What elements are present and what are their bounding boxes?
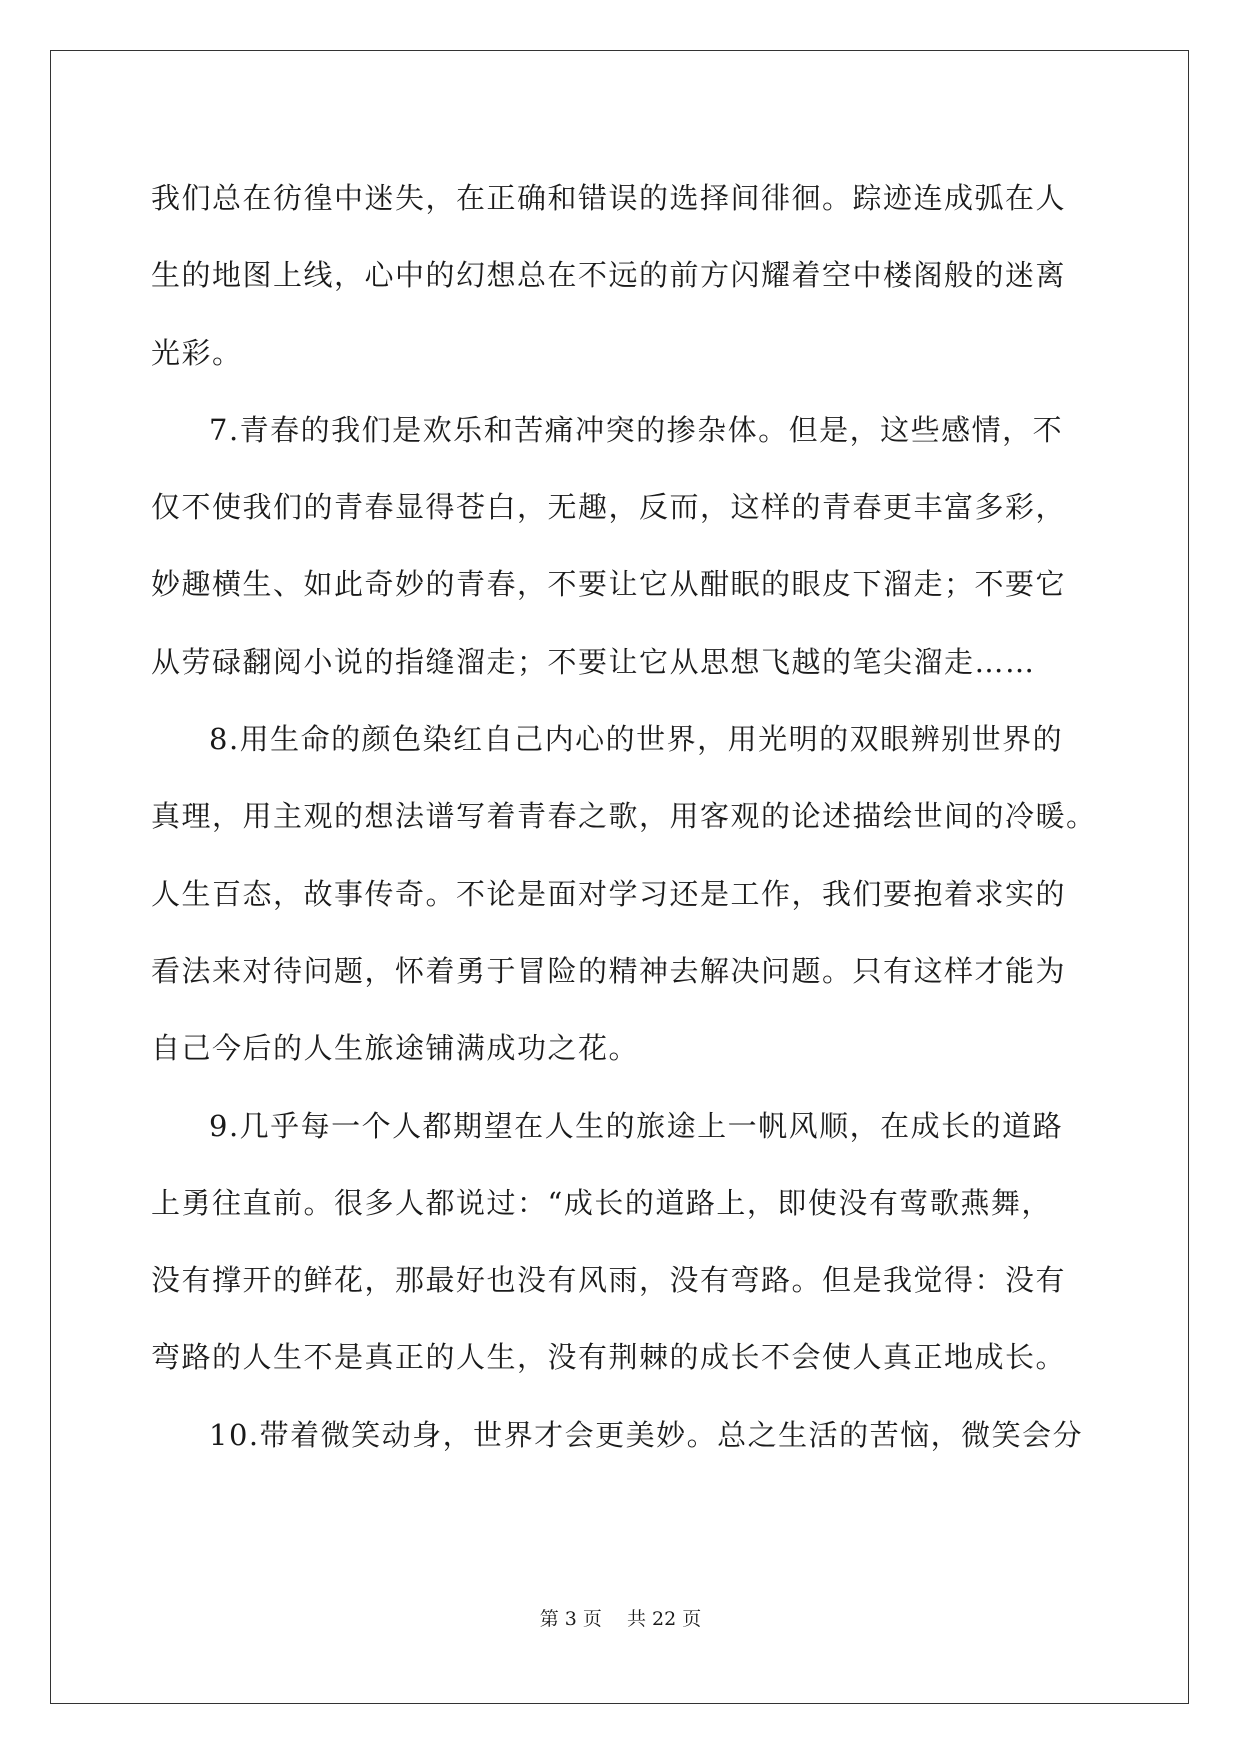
text-line: 妙趣横生、如此奇妙的青春，不要让它从酣眠的眼皮下溜走；不要它 xyxy=(151,567,1067,602)
paragraph-start-9: 9.几乎每一个人都期望在人生的旅途上一帆风顺，在成长的道路 xyxy=(209,1108,1064,1143)
text-line: 没有撑开的鲜花，那最好也没有风雨，没有弯路。但是我觉得：没有 xyxy=(151,1263,1067,1298)
paragraph-start-10: 10.带着微笑动身，世界才会更美妙。总之生活的苦恼，微笑会分 xyxy=(209,1417,1084,1452)
document-body xyxy=(151,160,1097,1474)
paragraph-start-8: 8.用生命的颜色染红自己内心的世界，用光明的双眼辨别世界的 xyxy=(209,722,1064,757)
text-line: 真理，用主观的想法谱写着青春之歌，用客观的论述描绘世间的冷暖。 xyxy=(151,799,1097,834)
text-line: 我们总在彷徨中迷失，在正确和错误的选择间徘徊。踪迹连成弧在人 xyxy=(151,181,1067,215)
text-line: 人生百态，故事传奇。不论是面对学习还是工作，我们要抱着求实的 xyxy=(151,876,1067,911)
text-line: 仅不使我们的青春显得苍白，无趣，反而，这样的青春更丰富多彩， xyxy=(151,490,1067,525)
text-line: 看法来对待问题，怀着勇于冒险的精神去解决问题。只有这样才能为 xyxy=(151,953,1067,988)
paragraph-start-7: 7.青春的我们是欢乐和苦痛冲突的掺杂体。但是，这些感情，不 xyxy=(209,412,1064,447)
text-line: 生的地图上线，心中的幻想总在不远的前方闪耀着空中楼阁般的迷离 xyxy=(151,258,1067,293)
text-line: 弯路的人生不是真正的人生，没有荆棘的成长不会使人真正地成长。 xyxy=(151,1340,1067,1375)
text-line: 光彩。 xyxy=(151,335,243,370)
text-line: 自己今后的人生旅途铺满成功之花。 xyxy=(151,1031,640,1066)
page-number-footer: 第 3 页 共 22 页 xyxy=(539,1608,702,1630)
text-line: 从劳碌翻阅小说的指缝溜走；不要让它从思想飞越的笔尖溜走…… xyxy=(151,644,1036,679)
text-line: 上勇往直前。很多人都说过：“成长的道路上，即使没有莺歌燕舞， xyxy=(151,1185,1052,1220)
